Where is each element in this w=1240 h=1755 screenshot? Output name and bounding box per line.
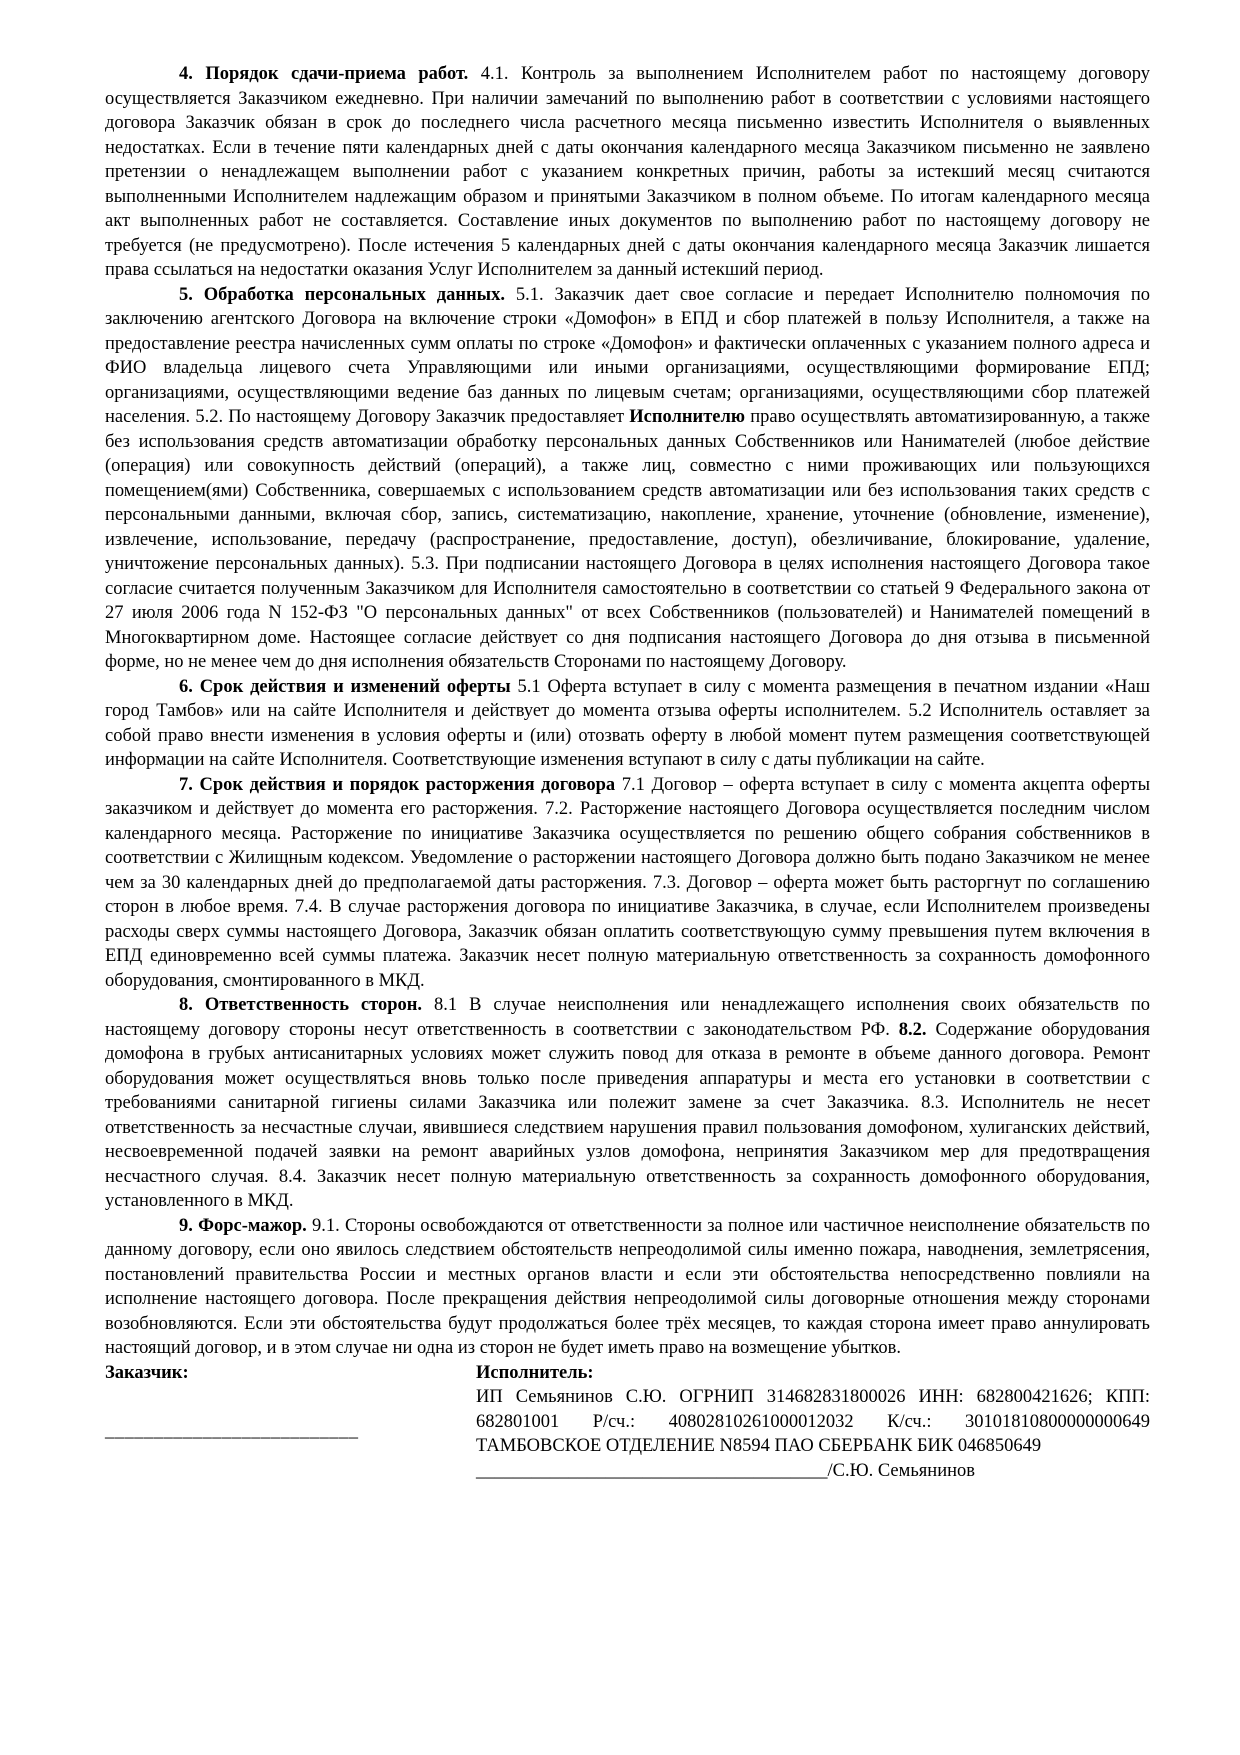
section-8-liability: 8. Ответственность сторон. 8.1 В случае неисполнения или ненадлежащего исполнения своих обязательств по настоящему договору стороны несут ответственность в соответствии с законодательством РФ. 8.2. Содержание оборудования домофона в грубых антисанитарных условиях может служить повод для отказа в ремонте в объеме данного договора. Ремонт оборудования может осуществляться вновь только после приведения аппаратуры и места его установки в соответствии с требованиями санитарной гигиены силами Заказчика или полежит замене за счет Заказчика. 8.3. Исполнитель не несет ответственность за несчастные случаи, явившиеся следствием нарушения правил пользования домофоном, хулиганских действий, несвоевременной подачей заявки на ремонт аварийных узлов домофона, непринятия Заказчиком мер для предотвращения несчастного случая. 8.4. Заказчик несет полную материальную ответственность за сохранность домофонного оборудования, установленного в МКД. [105, 995, 1150, 1211]
section-5-personal-data: 5. Обработка персональных данных. 5.1. Заказчик дает свое согласие и передает Исполнителю полномочия по заключению агентского Договора на включение строки «Домофон» в ЕПД и сбор платежей в пользу Исполнителя, а также на предоставление реестра начисленных сумм оплаты по строке «Домофон» и фактически оплаченных с указанием полного адреса и ФИО владельца лицевого счета Управляющими или иными организациями, осуществляющими формирование ЕПД; организациями, осуществляющими ведение баз данных по лицевым счетам; организациями, осуществляющими сбор платежей населения. 5.2. По настоящему Договору Заказчик предоставляет Исполнителю право осуществлять автоматизированную, а также без использования средств автоматизации обработку персональных данных Собственников или Нанимателей (любое действие (операция) или совокупность действий (операций), а также лиц, совместно с ними проживающих или пользующихся помещением(ями) Собственника, совершаемых с использованием средств автоматизации или без использования таких средств с персональными данными, включая сбор, запись, систематизацию, накопление, хранение, уточнение (обновление, изменение), извлечение, использование, передачу (распространение, предоставление, доступ), обезличивание, блокирование, удаление, уничтожение персональных данных). 5.3. При подписании настоящего Договора в целях исполнения настоящего Договора такое согласие считается полученным Заказчиком для Исполнителя самостоятельно в соответствии со статьей 9 Федерального закона от 27 июля 2006 года N 152-ФЗ "О персональных данных" от всех Собственников (пользователей) и Нанимателей помещений в Многоквартирном доме. Настоящее согласие действует со дня подписания настоящего Договора до дня отзыва в письменной форме, но не менее чем до дня исполнения обязательств Сторонами по настоящему Договору. [105, 284, 1151, 672]
executor-label: Исполнитель: [476, 1362, 594, 1383]
customer-signature-line: __________________________ [105, 1421, 359, 1441]
section-9-force-majeure: 9. Форс-мажор. 9.1. Стороны освобождаются от ответственности за полное или частичное неисполнение обязательств по данному договору, если оно явилось следствием обстоятельств непреодолимой силы именно пожара, наводнения, землетрясения, постановлений правительства России и местных органов власти и если эти обстоятельства непосредственно повлияли на исполнение настоящего договора. После прекращения действия непреодолимой силы договорные отношения между сторонами возобновляются. Если эти обстоятельства будут продолжаться более трёх месяцев, то каждая сторона имеет право аннулировать настоящий договор, и в этом случае ни одна из сторон не будет иметь право на возмещение убытков. [105, 1215, 1150, 1358]
executor-details: ИП Семьянинов С.Ю. ОГРНИП 314682831800026 ИНН: 682800421626; КПП: 682801001 Р/сч.: 40802810261000012032 К/сч.: 30101810800000000649 ТАМБОВСКОЕ ОТДЕЛЕНИЕ N8594 ПАО СБЕРБАНК БИК 046850649 [476, 1387, 1150, 1456]
executor-signature-line: ______________________________________ [476, 1460, 828, 1481]
executor-signature-row [476, 1459, 1150, 1484]
signature-block [105, 1361, 1150, 1484]
section-4-acceptance-of-work: 4. Порядок сдачи-приема работ. 4.1. Контроль за выполнением Исполнителем работ по настоящему договору осуществляется Заказчиком ежедневно. При наличии замечаний по выполнению работ в соответствии с условиями настоящего договора Заказчик обязан в срок до последнего числа расчетного месяца письменно известить Исполнителя о выявленных недостатках. Если в течение пяти календарных дней с даты окончания календарного месяца Заказчиком письменно не заявлено претензии о ненадлежащем выполнении работ с указанием конкретных причин, работы за истекший месяц считаются выполненными Исполнителем надлежащим образом и принятыми Заказчиком в полном объеме. По итогам календарного месяца акт выполненных работ не составляется. Составление иных документов по выполнению работ по настоящему договору не требуется (не предусмотрено). После истечения 5 календарных дней с даты окончания календарного месяца Заказчик лишается права ссылаться на недостатки оказания Услуг Исполнителем за данный истекший период. [105, 64, 1151, 280]
section-6-offer-term: 6. Срок действия и изменений оферты 5.1 Оферта вступает в силу с момента размещения в печатном издании «Наш город Тамбов» или на сайте Исполнителя и действует до момента отзыва оферты исполнителем. 5.2 Исполнитель оставляет за собой право внести изменения в условия оферты и (или) отозвать оферту в любой момент путем размещения соответствующей информации на сайте Исполнителя. Соответствующие изменения вступают в силу с даты публикации на сайте. [105, 676, 1150, 770]
contract-body [105, 62, 1150, 1361]
section-7-termination: 7. Срок действия и порядок расторжения договора 7.1 Договор – оферта вступает в силу с момента акцепта оферты заказчиком и действует до момента его расторжения. 7.2. Расторжение настоящего Договора осуществляется последним числом календарного месяца. Расторжение по инициативе Заказчика осуществляется по решению общего собрания собственников в соответствии с Жилищным кодексом. Уведомление о расторжении настоящего Договора должно быть подано Заказчиком не менее чем за 30 календарных дней до предполагаемой даты расторжения. 7.3. Договор – оферта может быть расторгнут по соглашению сторон в любое время. 7.4. В случае расторжения договора по инициативе Заказчика, в случае, если Исполнителем произведены расходы сверх суммы настоящего Договора, Заказчик обязан оплатить соответствующую сумму превышения путем включения в ЕПД единовременно всей суммы платежа. Заказчик несет полную материальную ответственность за сохранность домофонного оборудования, смонтированного в МКД. [105, 774, 1150, 991]
executor-signature-name: /С.Ю. Семьянинов [827, 1460, 975, 1481]
customer-column [105, 1361, 476, 1444]
executor-column [476, 1361, 1150, 1484]
customer-label: Заказчик: [105, 1362, 189, 1383]
